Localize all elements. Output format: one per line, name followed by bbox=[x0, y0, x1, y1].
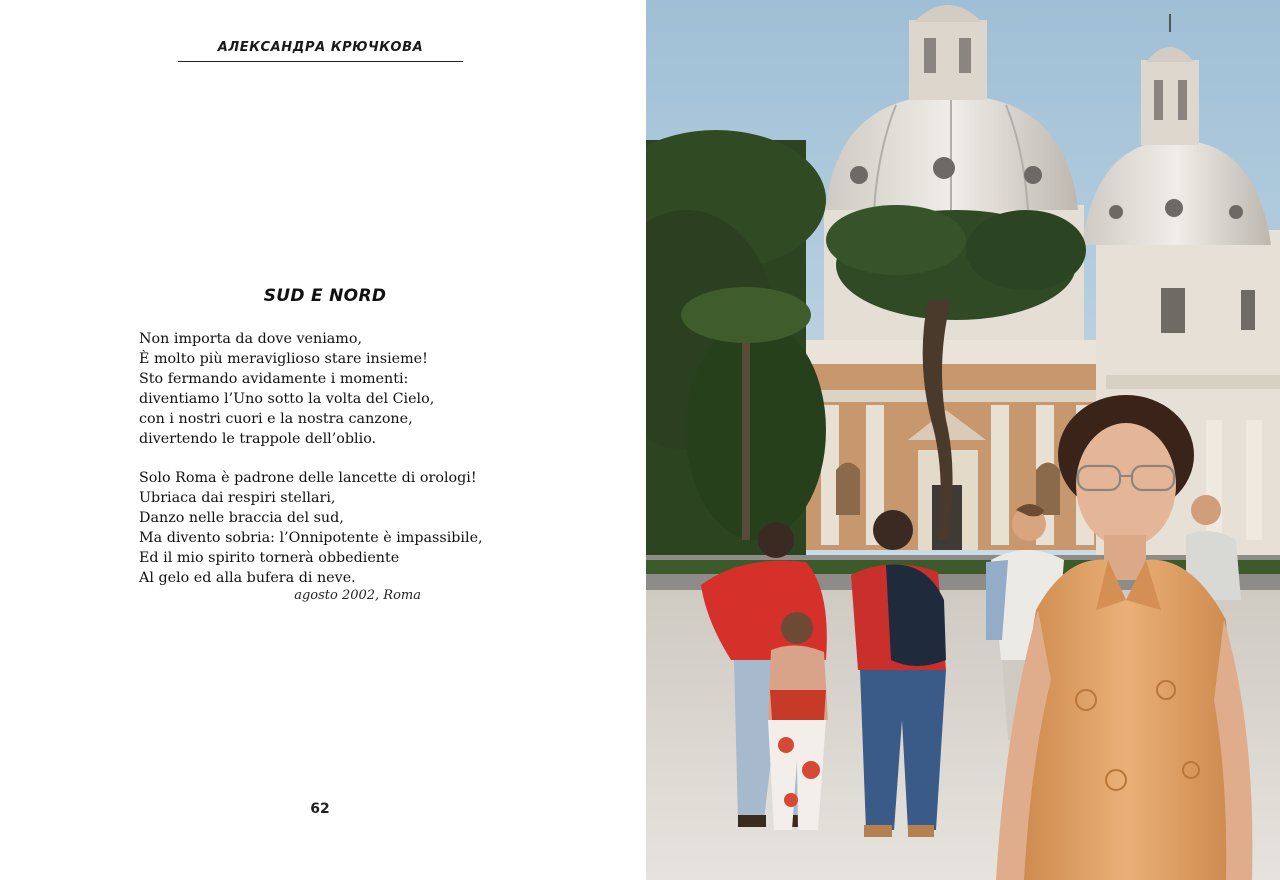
poem-line: Non importa da dove veniamo, bbox=[139, 331, 363, 347]
page-number: 62 bbox=[310, 801, 330, 817]
poem-dateline: agosto 2002, Roma bbox=[294, 588, 421, 603]
poem-line: divertendo le trappole dell’oblio. bbox=[139, 430, 377, 447]
poem-line: diventiamo l’Uno sotto la volta del Cielo, bbox=[139, 390, 435, 407]
poem-line: Ubriaca dai respiri stellari, bbox=[139, 490, 336, 507]
poem-line: È molto più meraviglioso stare insieme! bbox=[139, 350, 428, 367]
poem-line: Danzo nelle braccia del sud, bbox=[139, 510, 344, 527]
poem-title: SUD E NORD bbox=[263, 286, 387, 306]
poem-body bbox=[139, 330, 559, 589]
poem-line: Ed il mio spirito tornerà obbediente bbox=[139, 549, 400, 566]
poem-line: con i nostri cuori e la nostra canzone, bbox=[139, 410, 413, 427]
rome-photo bbox=[646, 0, 1280, 880]
poem-line: Ma divento sobria: l’Onnipotente è impassibile, bbox=[139, 530, 483, 547]
poem-line: Sto fermando avidamente i momenti: bbox=[139, 370, 409, 387]
poem-line: Solo Roma è padrone delle lancette di orologi! bbox=[139, 470, 477, 487]
poem-line: Al gelo ed alla bufera di neve. bbox=[139, 569, 356, 586]
right-page-photo bbox=[646, 0, 1280, 880]
header-rule bbox=[178, 61, 463, 62]
stanza-2 bbox=[139, 469, 559, 588]
running-head-author: АЛЕКСАНДРА КРЮЧКОВА bbox=[217, 40, 424, 55]
stanza-1 bbox=[139, 330, 559, 449]
